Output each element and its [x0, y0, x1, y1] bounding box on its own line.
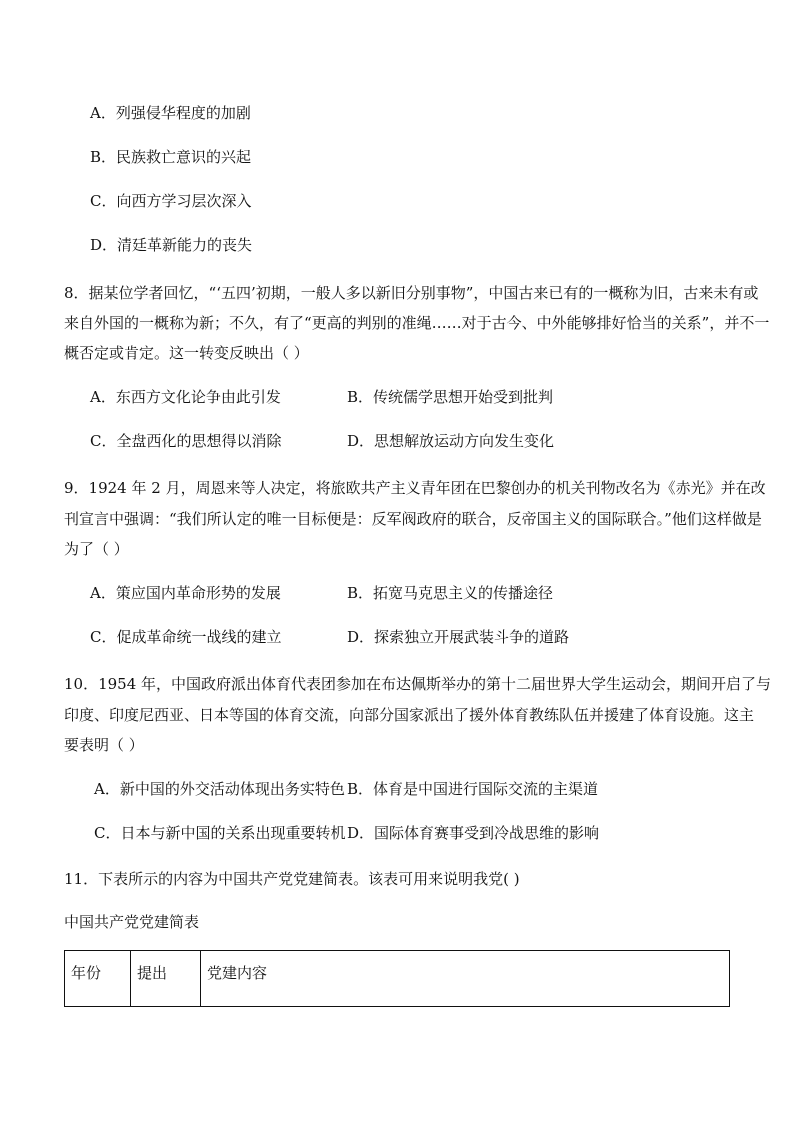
q9-stem-line-3: 为了（ ）	[64, 540, 129, 558]
q9-stem-line-2: 刊宣言中强调：“我们所认定的唯一目标便是：反军阀政府的联合，反帝国主义的国际联合。”他们这样做是	[64, 510, 762, 528]
table-header-content: 党建内容	[201, 951, 730, 1007]
q10-stem-line-3: 要表明（ ）	[64, 736, 144, 754]
q9-option-a: A．策应国内革命形势的发展	[90, 584, 281, 602]
q8-stem-line-3: 概否定或肯定。这一转变反映出（ ）	[64, 344, 309, 362]
q10-stem-line-2: 印度、印度尼西亚、日本等国的体育交流，向部分国家派出了援外体育教练队伍并援建了体育设施。这主	[64, 706, 755, 724]
table-header-row	[65, 951, 730, 1007]
q7-option-b: B．民族救亡意识的兴起	[90, 148, 252, 166]
table-header-proposed: 提出	[131, 951, 201, 1007]
party-building-table	[64, 950, 730, 1007]
q7-option-a: A．列强侵华程度的加剧	[90, 104, 251, 122]
table-header-year: 年份	[65, 951, 131, 1007]
q9-option-c: C．促成革命统一战线的建立	[90, 628, 282, 646]
q11-stem: 11．下表所示的内容为中国共产党党建简表。该表可用来说明我党( )	[64, 870, 520, 888]
q9-option-d: D．探索独立开展武装斗争的道路	[347, 628, 570, 646]
q7-option-d: D．清廷革新能力的丧失	[90, 236, 253, 254]
q8-option-c: C．全盘西化的思想得以消除	[90, 432, 282, 450]
q9-option-b: B．拓宽马克思主义的传播途径	[347, 584, 554, 602]
q8-option-a: A．东西方文化论争由此引发	[90, 388, 281, 406]
q8-option-b: B．传统儒学思想开始受到批判	[347, 388, 554, 406]
q10-option-a: A．新中国的外交活动体现出务实特色	[94, 780, 345, 798]
q8-stem-line-2: 来自外国的一概称为新；不久，有了“更高的判别的准绳……对于古今、中外能够排好恰当的关系”，并不一	[64, 314, 770, 332]
q10-option-d: D．国际体育赛事受到冷战思维的影响	[347, 824, 600, 842]
q8-option-d: D．思想解放运动方向发生变化	[347, 432, 555, 450]
q9-stem-line-1: 9．1924 年 2 月，周恩来等人决定，将旅欧共产主义青年团在巴黎创办的机关刊物改名为《赤光》并在改	[64, 479, 766, 497]
q10-stem-line-1: 10．1954 年，中国政府派出体育代表团参加在布达佩斯举办的第十二届世界大学生运动会，期间开启了与	[64, 675, 772, 693]
q8-stem-line-1: 8．据某位学者回忆，“‘五四’初期，一般人多以新旧分别事物”，中国古来已有的一概称为旧，古来未有或	[64, 284, 759, 302]
q7-option-c: C．向西方学习层次深入	[90, 192, 252, 210]
table-caption: 中国共产党党建简表	[64, 913, 200, 931]
q10-option-b: B．体育是中国进行国际交流的主渠道	[347, 780, 599, 798]
q10-option-c: C．日本与新中国的关系出现重要转机	[94, 824, 346, 842]
